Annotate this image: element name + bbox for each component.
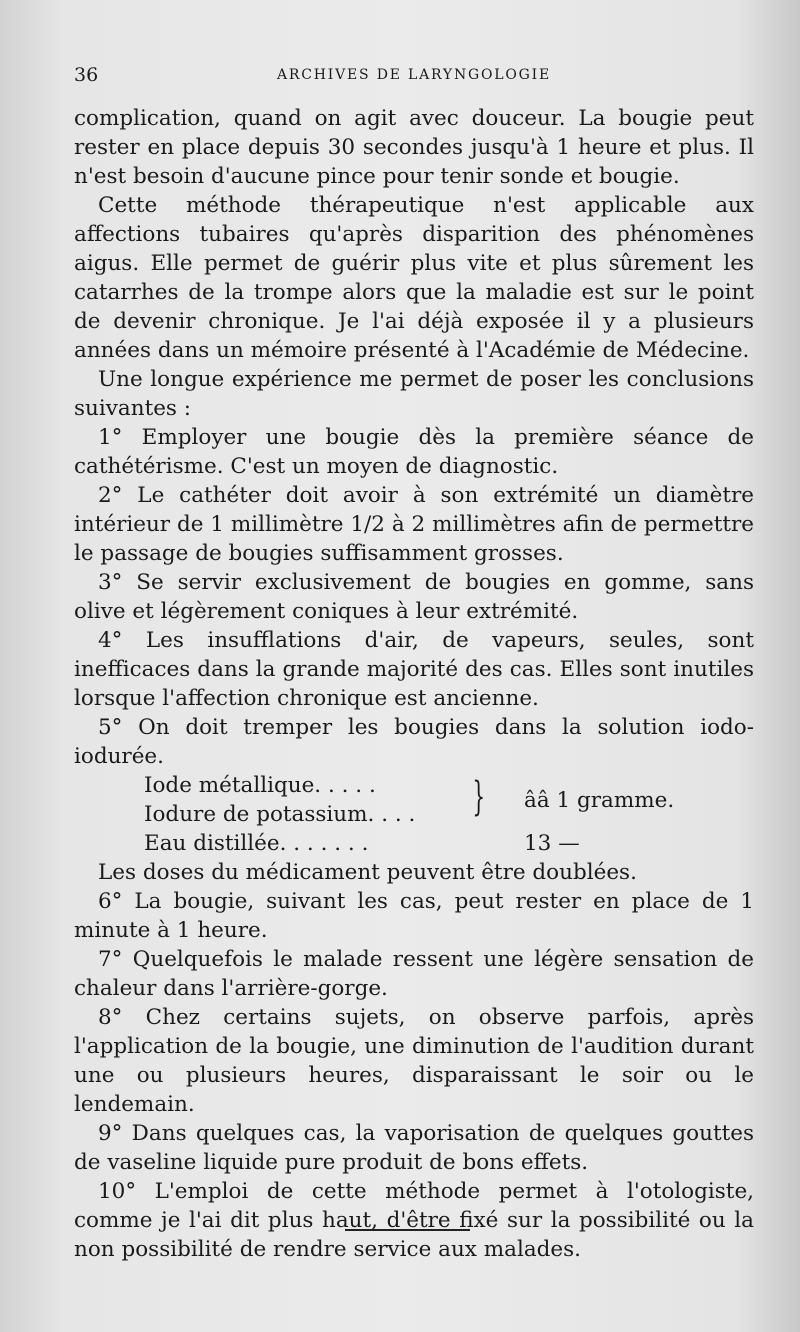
page-header <box>74 64 754 90</box>
conclusion-2: 2° Le cathéter doit avoir à son extrémité un diamètre intérieur de 1 millimètre 1/2 à 2 millimètres afin de permettre le passage de bougies suffisamment grosses. <box>74 483 754 566</box>
conclusion-9: 9° Dans quelques cas, la vaporisation de quelques gouttes de vaseline liquide pure produit de bons effets. <box>74 1121 754 1175</box>
formula-quantity-pair: ââ 1 gramme. <box>524 788 675 813</box>
formula-row-iodure: Iodure de potassium. . . . <box>144 802 416 827</box>
formula-quantity-water: 13 — <box>524 831 580 856</box>
body-text <box>74 104 754 1264</box>
conclusion-1: 1° Employer une bougie dès la première séance de cathétérisme. C'est un moyen de diagnostic. <box>74 425 754 479</box>
conclusion-8: 8° Chez certains sujets, on observe parfois, après l'application de la bougie, une diminution de l'audition durant une ou plusieurs heures, disparaissant le soir ou le lendemain. <box>74 1005 754 1117</box>
formula-block <box>144 771 754 858</box>
paragraph: Cette méthode thérapeutique n'est applicable aux affections tubaires qu'après disparition des phénomènes aigus. Elle permet de guérir plus vite et plus sûrement les catarrhes de la trompe alors que la maladie est sur le point de devenir chronique. Je l'ai déjà exposée il y a plusieurs années dans un mémoire présenté à l'Académie de Médecine. <box>74 193 754 363</box>
paragraph: Une longue expérience me permet de poser les conclusions suivantes : <box>74 367 754 421</box>
brace-icon: } <box>472 774 486 820</box>
conclusion-10: 10° L'emploi de cette méthode permet à l'otologiste, comme je l'ai dit plus haut, d'être fixé sur la possibilité ou la non possibilité de rendre service aux malades. <box>74 1179 754 1262</box>
page-number: 36 <box>74 64 99 86</box>
paragraph: Les doses du médicament peuvent être doublées. <box>98 860 637 885</box>
conclusion-7: 7° Quelquefois le malade ressent une légère sensation de chaleur dans l'arrière-gorge. <box>74 947 754 1001</box>
formula-row-iode: Iode métallique. . . . . <box>144 773 376 798</box>
conclusion-6: 6° La bougie, suivant les cas, peut rester en place de 1 minute à 1 heure. <box>74 889 754 943</box>
conclusion-5: 5° On doit tremper les bougies dans la solution iodo-iodurée. <box>74 715 754 769</box>
conclusion-4: 4° Les insufflations d'air, de vapeurs, seules, sont inefficaces dans la grande majorité des cas. Elles sont inutiles lorsque l'affection chronique est ancienne. <box>74 628 754 711</box>
conclusion-3: 3° Se servir exclusivement de bougies en gomme, sans olive et légèrement coniques à leur extrémité. <box>74 570 754 624</box>
formula-row-eau: Eau distillée. . . . . . . <box>144 831 369 856</box>
running-title: ARCHIVES DE LARYNGOLOGIE <box>277 67 551 83</box>
paragraph: complication, quand on agit avec douceur. La bougie peut rester en place depuis 30 secondes jusqu'à 1 heure et plus. Il n'est besoin d'aucune pince pour tenir sonde et bougie. <box>74 106 754 189</box>
section-end-rule <box>345 1229 470 1231</box>
